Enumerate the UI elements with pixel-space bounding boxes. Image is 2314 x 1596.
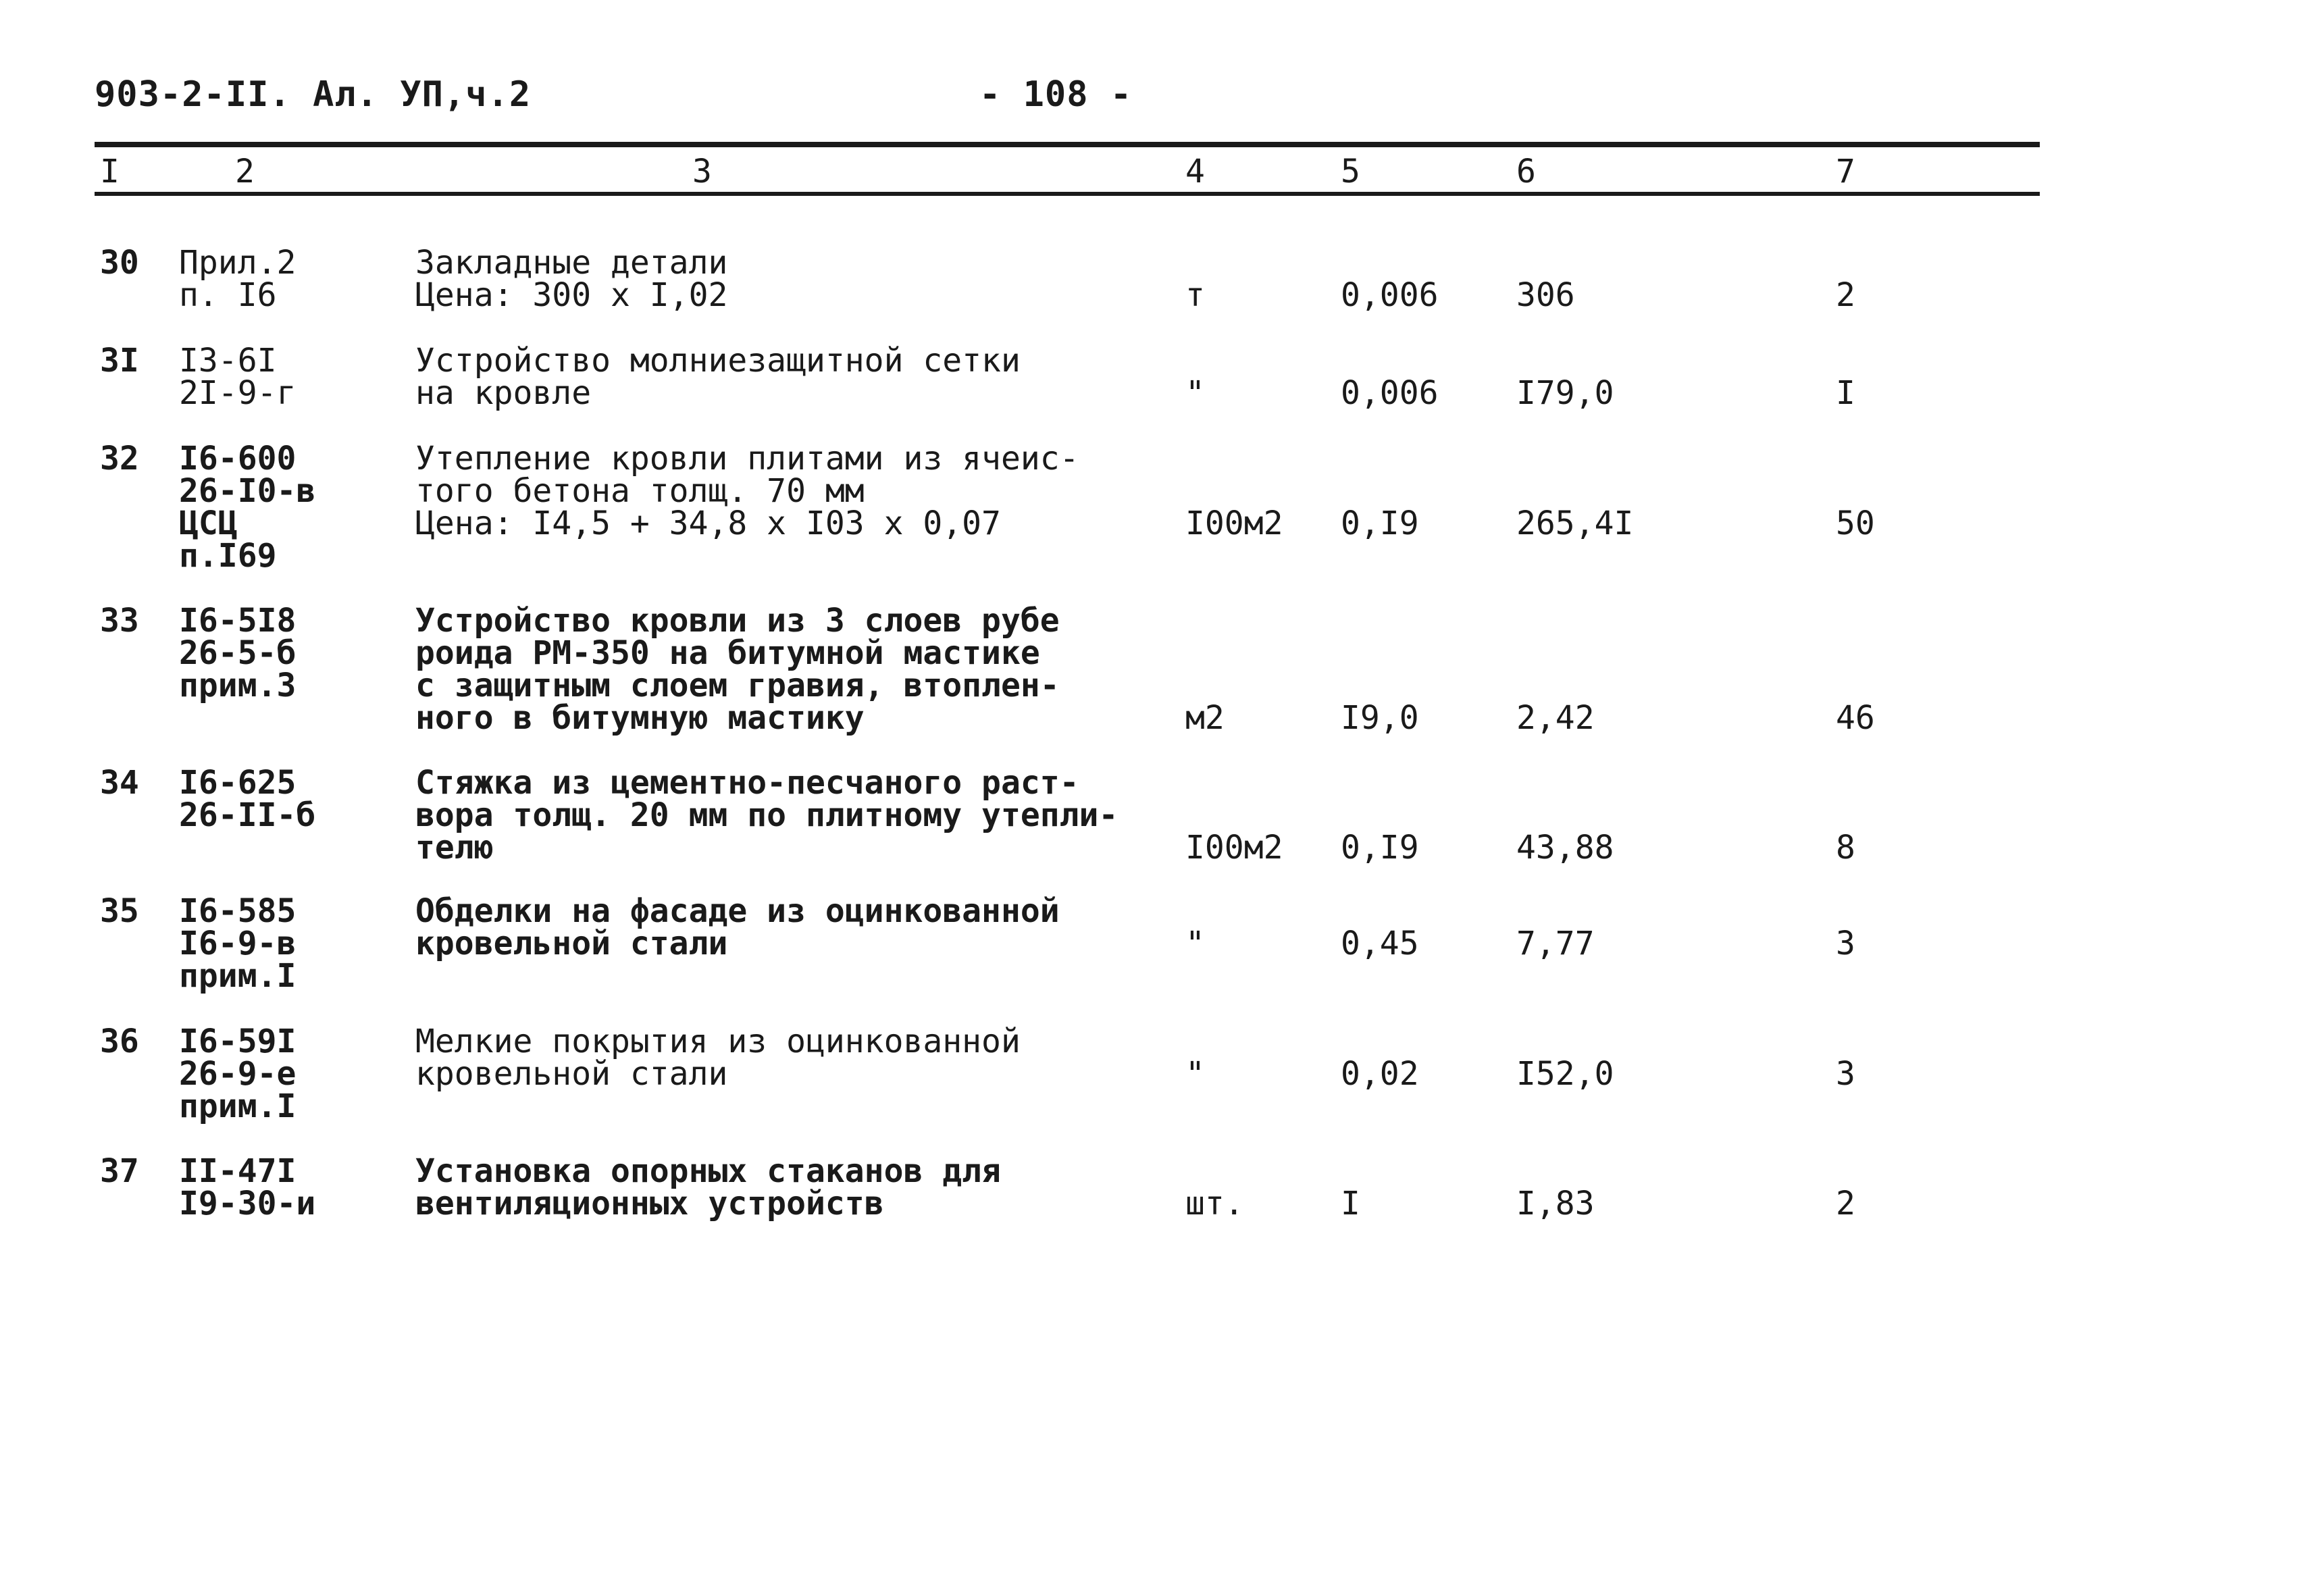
row-total: 50 [1836,505,1875,542]
row-quantity: 0,006 [1341,276,1439,314]
row-code-line: I3-6I [179,342,277,380]
header-bottom-rule [95,192,2040,196]
row-unit: I00м2 [1185,829,1283,867]
row-total: 2 [1836,276,1855,314]
row-price: 306 [1516,276,1575,314]
row-quantity: 0,45 [1341,925,1419,962]
row-unit: т [1185,276,1205,314]
row-quantity: 0,I9 [1341,505,1419,542]
row-description-line: Утепление кровли плитами из ячеис- [415,440,1079,478]
row-price: 43,88 [1516,829,1614,867]
row-number: 34 [100,764,139,802]
row-description-line: Цена: I4,5 + 34,8 х I03 х 0,07 [415,505,1001,542]
row-code-line: I6-585 [179,892,297,930]
row-code-line: п.I69 [179,537,277,575]
column-number-5: 5 [1341,153,1360,190]
row-description-line: вентиляционных устройств [415,1185,884,1222]
row-code-line: 26-II-б [179,796,316,834]
row-total: 2 [1836,1185,1855,1222]
row-total: 46 [1836,699,1875,737]
row-code-line: прим.I [179,1087,297,1125]
row-code-line: 26-9-е [179,1055,297,1093]
row-code-line: 2I-9-г [179,374,297,412]
row-unit: " [1185,925,1205,962]
row-code-line: Прил.2 [179,244,297,282]
row-description-line: Стяжка из цементно-песчаного раст- [415,764,1079,802]
row-code-line: прим.3 [179,667,297,704]
row-code-line: п. I6 [179,276,277,314]
row-description-line: телю [415,829,494,867]
row-unit: I00м2 [1185,505,1283,542]
table-top-rule [95,142,2040,147]
column-number-2: 2 [235,153,255,190]
row-unit: м2 [1185,699,1225,737]
row-unit: " [1185,1055,1205,1093]
row-total: 3 [1836,925,1855,962]
row-unit: шт. [1185,1185,1244,1222]
row-number: 36 [100,1023,139,1060]
row-description-line: Закладные детали [415,244,728,282]
row-number: 33 [100,602,139,640]
row-description-line: Устройство кровли из 3 слоев рубе [415,602,1060,640]
row-number: 30 [100,244,139,282]
row-quantity: I9,0 [1341,699,1419,737]
row-code-line: I6-5I8 [179,602,297,640]
row-price: 265,4I [1516,505,1634,542]
document-code: 903-2-II. Ал. УП,ч.2 [95,74,532,115]
column-number-4: 4 [1185,153,1205,190]
row-description-line: кровельной стали [415,1055,728,1093]
row-code-line: ЦСЦ [179,505,238,542]
row-quantity: 0,006 [1341,374,1439,412]
row-description-line: вора толщ. 20 мм по плитному утепли- [415,796,1119,834]
row-description-line: роида РМ-350 на битумной мастике [415,634,1040,672]
row-description-line: кровельной стали [415,925,728,962]
row-quantity: 0,I9 [1341,829,1419,867]
row-number: 35 [100,892,139,930]
row-description-line: Устройство молниезащитной сетки [415,342,1021,380]
row-code-line: I9-30-и [179,1185,316,1222]
row-total: 3 [1836,1055,1855,1093]
row-code-line: 26-5-б [179,634,297,672]
row-description-line: ного в битумную мастику [415,699,865,737]
row-price: 2,42 [1516,699,1595,737]
row-code-line: 26-I0-в [179,472,316,510]
row-description-line: с защитным слоем гравия, втоплен- [415,667,1060,704]
row-price: I52,0 [1516,1055,1614,1093]
row-price: I79,0 [1516,374,1614,412]
column-number-1: I [100,153,120,190]
row-price: I,83 [1516,1185,1595,1222]
row-number: 3I [100,342,139,380]
row-quantity: 0,02 [1341,1055,1419,1093]
row-number: 37 [100,1152,139,1190]
row-description-line: Обделки на фасаде из оцинкованной [415,892,1060,930]
row-description-line: Цена: 300 х I,02 [415,276,728,314]
row-description-line: Установка опорных стаканов для [415,1152,1001,1190]
row-code-line: I6-600 [179,440,297,478]
row-description-line: на кровле [415,374,592,412]
row-price: 7,77 [1516,925,1595,962]
row-description-line: того бетона толщ. 70 мм [415,472,865,510]
row-description-line: Мелкие покрытия из оцинкованной [415,1023,1021,1060]
row-unit: " [1185,374,1205,412]
column-number-7: 7 [1836,153,1855,190]
row-total: 8 [1836,829,1855,867]
row-total: I [1836,374,1855,412]
row-code-line: прим.I [179,957,297,995]
row-number: 32 [100,440,139,478]
column-number-3: 3 [692,153,712,190]
row-code-line: II-47I [179,1152,297,1190]
page-number: - 108 - [979,74,1133,115]
column-number-6: 6 [1516,153,1536,190]
row-code-line: I6-9-в [179,925,297,962]
row-code-line: I6-625 [179,764,297,802]
row-quantity: I [1341,1185,1360,1222]
row-code-line: I6-59I [179,1023,297,1060]
